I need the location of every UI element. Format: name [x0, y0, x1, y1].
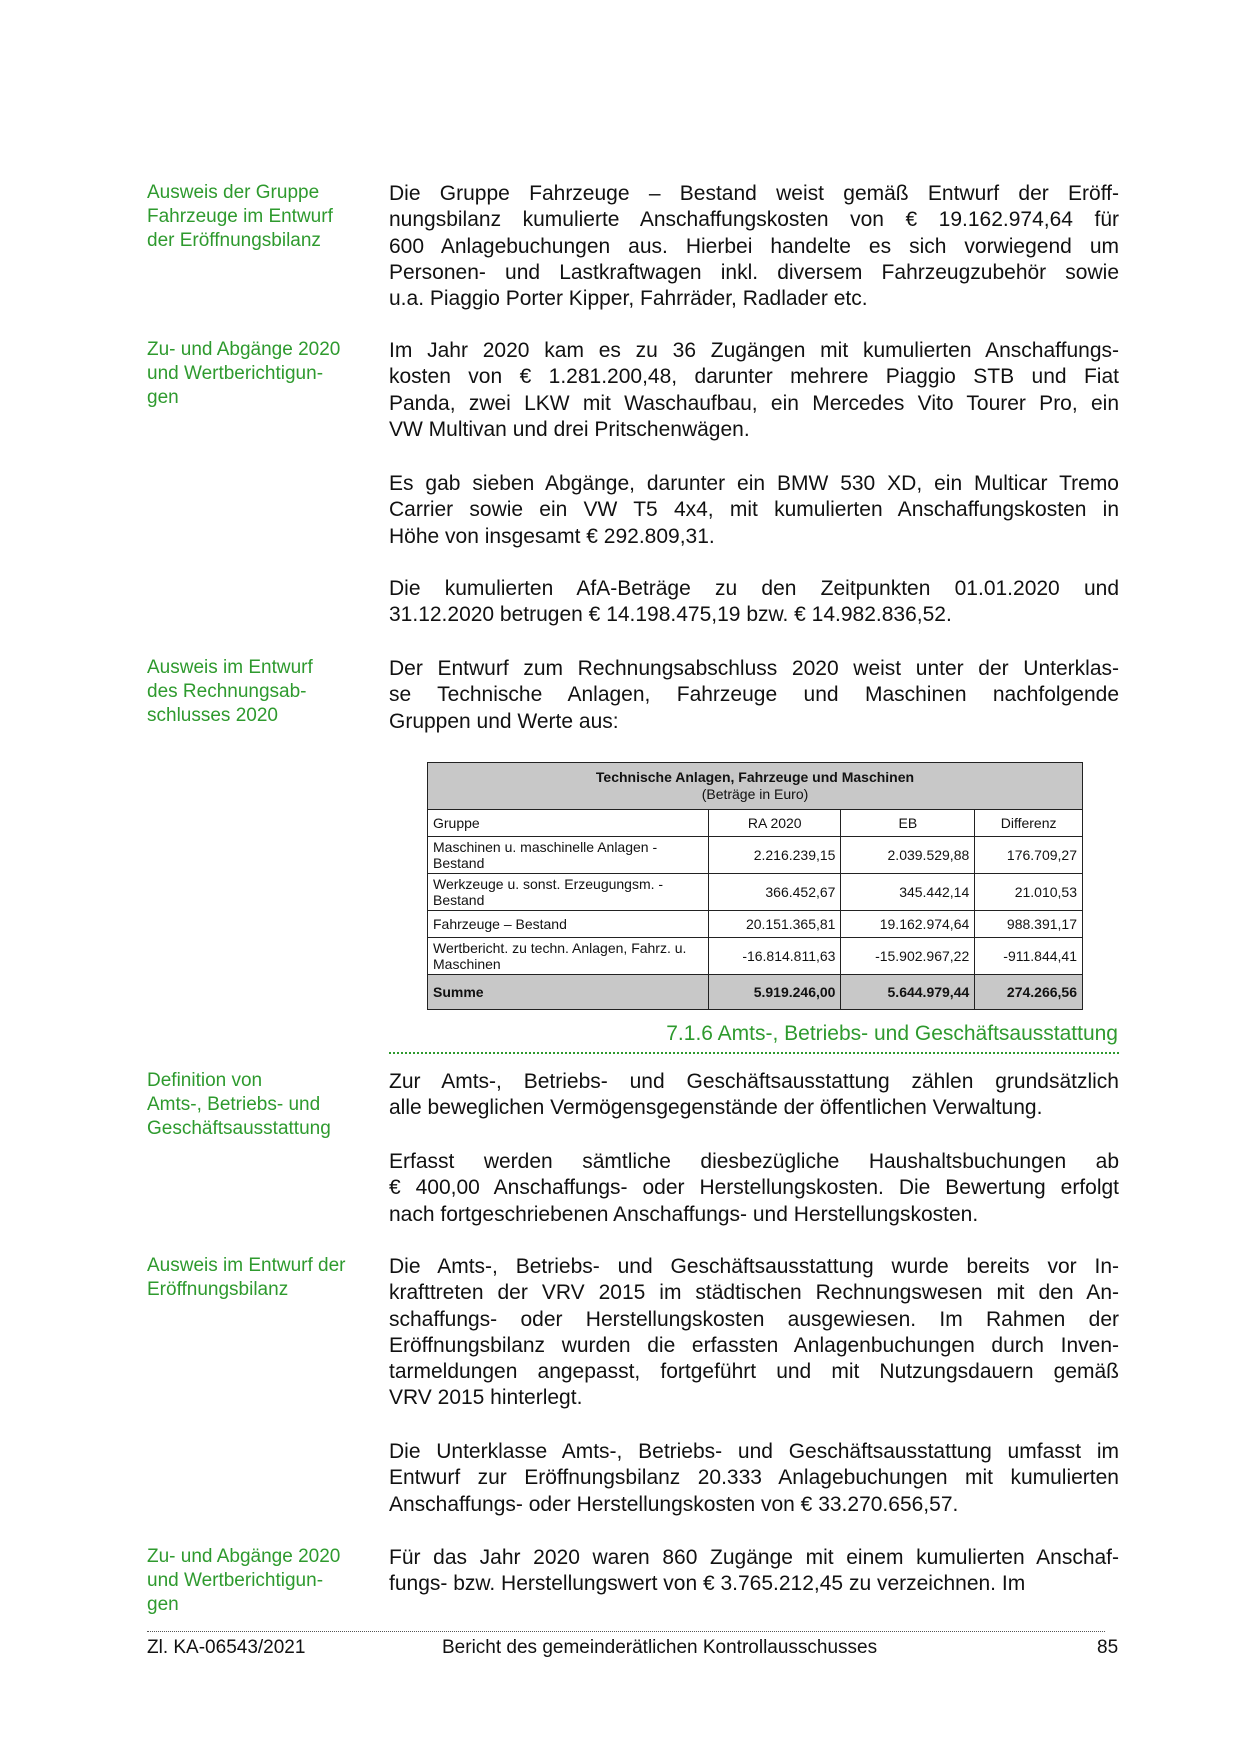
cell: -911.844,41 — [975, 938, 1083, 975]
cell: Werkzeuge u. sonst. Erzeugungsm. - Bestand — [428, 874, 709, 911]
margin-label-line: Zu- und Abgänge 2020 — [147, 339, 341, 360]
body-paragraph — [389, 181, 1119, 312]
paragraph-line: VW Multivan und drei Pritschenwägen. — [389, 417, 750, 441]
cell: Summe — [428, 975, 709, 1010]
margin-label — [147, 338, 377, 410]
cell: 366.452,67 — [709, 874, 841, 911]
cell: 2.216.239,15 — [709, 837, 841, 874]
margin-label-line: Fahrzeuge im Entwurf — [147, 206, 333, 227]
body-paragraph — [389, 338, 1119, 443]
margin-label-line: der Eröffnungsbilanz — [147, 230, 321, 251]
paragraph-line: Im Jahr 2020 kam es zu 36 Zugängen mit kumulierten Anschaffungs- — [389, 339, 1119, 362]
cell: Maschinen u. maschinelle Anlagen - Bestand — [428, 837, 709, 874]
paragraph-line: Eröffnungsbilanz wurden die erfassten Anlagenbuchungen durch Inven- — [389, 1333, 1119, 1357]
paragraph-line: Personen- und Lastkraftwagen inkl. diversem Fahrzeugzubehör sowie — [389, 260, 1119, 284]
col-header: EB — [841, 810, 975, 837]
paragraph-line: Es gab sieben Abgänge, darunter ein BMW 530 XD, ein Multicar Tremo — [389, 472, 1119, 495]
margin-label-line: Eröffnungsbilanz — [147, 1279, 289, 1300]
paragraph-line: Zur Amts-, Betriebs- und Geschäftsausstattung zählen grundsätzlich — [389, 1070, 1119, 1093]
cell: -16.814.811,63 — [709, 938, 841, 975]
table-sum-row — [428, 975, 1083, 1010]
paragraph-line: tarmeldungen angepasst, fortgeführt und mit Nutzungsdauern gemäß — [389, 1360, 1119, 1384]
table-subtitle: (Beträge in Euro) — [701, 786, 809, 802]
table-title: Technische Anlagen, Fahrzeuge und Maschinen — [595, 769, 915, 785]
margin-label-line: gen — [147, 1594, 179, 1615]
margin-label-line: und Wertberichtigun- — [147, 1570, 324, 1591]
margin-label-line: des Rechnungsab- — [147, 681, 307, 702]
cell: 176.709,27 — [975, 837, 1083, 874]
paragraph-line: Anschaffungs- oder Herstellungskosten von € 33.270.656,57. — [389, 1492, 959, 1516]
footer-divider — [147, 1631, 1105, 1632]
margin-label-line: Definition von — [147, 1070, 263, 1091]
paragraph-line: Die Gruppe Fahrzeuge – Bestand weist gemäß Entwurf der Eröff- — [389, 182, 1119, 205]
table-row — [428, 911, 1083, 938]
paragraph-line: Erfasst werden sämtliche diesbezügliche Haushaltsbuchungen ab — [389, 1150, 1119, 1173]
margin-label-line: gen — [147, 387, 179, 408]
paragraph-line: Die Amts-, Betriebs- und Geschäftsausstattung wurde bereits vor In- — [389, 1255, 1119, 1278]
paragraph-line: Gruppen und Werte aus: — [389, 709, 619, 733]
paragraph-line: fungs- bzw. Herstellungswert von € 3.765.212,45 zu verzeichnen. Im — [389, 1572, 1026, 1596]
paragraph-line: krafttreten der VRV 2015 im städtischen Rechnungswesen mit den An- — [389, 1281, 1119, 1305]
paragraph-line: € 400,00 Anschaffungs- oder Herstellungskosten. Die Bewertung erfolgt — [389, 1176, 1119, 1200]
paragraph-line: Höhe von insgesamt € 292.809,31. — [389, 524, 715, 548]
paragraph-line: Der Entwurf zum Rechnungsabschluss 2020 weist unter der Unterklas- — [389, 657, 1119, 680]
margin-label — [147, 181, 377, 253]
paragraph-line: kosten von € 1.281.200,48, darunter mehrere Piaggio STB und Fiat — [389, 365, 1119, 389]
margin-label-line: Ausweis im Entwurf — [147, 657, 313, 678]
body-paragraph — [389, 1069, 1119, 1122]
paragraph-line: Panda, zwei LKW mit Waschaufbau, ein Mercedes Vito Tourer Pro, ein — [389, 391, 1119, 415]
margin-label-line: Amts-, Betriebs- und — [147, 1094, 321, 1115]
col-header: RA 2020 — [709, 810, 841, 837]
footer-title: Bericht des gemeinderätlichen Kontrollausschusses — [442, 1637, 878, 1658]
section-heading: 7.1.6 Amts-, Betriebs- und Geschäftsausstattung — [666, 1022, 1118, 1045]
paragraph-line: nungsbilanz kumulierte Anschaffungskosten von € 19.162.974,64 für — [389, 208, 1119, 232]
paragraph-line: nach fortgeschriebenen Anschaffungs- und Herstellungskosten. — [389, 1202, 979, 1226]
margin-label-line: Zu- und Abgänge 2020 — [147, 1546, 341, 1567]
paragraph-line: Die kumulierten AfA-Beträge zu den Zeitpunkten 01.01.2020 und — [389, 577, 1119, 600]
body-paragraph — [389, 1149, 1119, 1228]
margin-label — [147, 1069, 377, 1141]
cell: 988.391,17 — [975, 911, 1083, 938]
cell: 274.266,56 — [975, 975, 1083, 1010]
paragraph-line: Carrier sowie ein VW T5 4x4, mit kumulierten Anschaffungskosten in — [389, 498, 1119, 522]
paragraph-line: Entwurf zur Eröffnungsbilanz 20.333 Anlagebuchungen mit kumulierten — [389, 1466, 1119, 1490]
cell: 21.010,53 — [975, 874, 1083, 911]
margin-label — [147, 1545, 377, 1617]
table-caption — [428, 763, 1083, 810]
cell: 2.039.529,88 — [841, 837, 975, 874]
col-header: Differenz — [975, 810, 1083, 837]
paragraph-line: alle beweglichen Vermögensgegenstände der öffentlichen Verwaltung. — [389, 1096, 1043, 1120]
cell: 345.442,14 — [841, 874, 975, 911]
body-paragraph — [389, 1254, 1119, 1412]
body-paragraph — [389, 471, 1119, 550]
table-row — [428, 938, 1083, 975]
body-paragraph — [389, 656, 1119, 735]
cell: 19.162.974,64 — [841, 911, 975, 938]
margin-label-line: und Wertberichtigun- — [147, 363, 324, 384]
paragraph-line: Für das Jahr 2020 waren 860 Zugänge mit einem kumulierten Anschaf- — [389, 1546, 1119, 1569]
paragraph-line: schaffungs- oder Herstellungskosten ausgewiesen. Im Rahmen der — [389, 1307, 1119, 1331]
table-header-row — [428, 810, 1083, 837]
body-paragraph — [389, 1439, 1119, 1518]
col-header: Gruppe — [428, 810, 709, 837]
margin-label-line: Ausweis der Gruppe — [147, 182, 320, 203]
margin-label-line: Ausweis im Entwurf der — [147, 1255, 346, 1276]
cell: -15.902.967,22 — [841, 938, 975, 975]
page-number: 85 — [1097, 1637, 1119, 1658]
paragraph-line: u.a. Piaggio Porter Kipper, Fahrräder, Radlader etc. — [389, 287, 868, 311]
cell: 5.644.979,44 — [841, 975, 975, 1010]
paragraph-line: Die Unterklasse Amts-, Betriebs- und Geschäftsausstattung umfasst im — [389, 1440, 1119, 1463]
table-row — [428, 874, 1083, 911]
cell: Fahrzeuge – Bestand — [428, 911, 709, 938]
margin-label-line: Geschäftsausstattung — [147, 1118, 331, 1139]
body-paragraph — [389, 1545, 1119, 1598]
margin-label — [147, 1254, 377, 1302]
cell: 20.151.365,81 — [709, 911, 841, 938]
paragraph-line: se Technische Anlagen, Fahrzeuge und Maschinen nachfolgende — [389, 683, 1119, 707]
heading-divider — [389, 1052, 1119, 1054]
paragraph-line: 31.12.2020 betrugen € 14.198.475,19 bzw. € 14.982.836,52. — [389, 603, 952, 627]
assets-table — [427, 762, 1083, 1010]
paragraph-line: 600 Anlagebuchungen aus. Hierbei handelte es sich vorwiegend um — [389, 234, 1119, 258]
margin-label — [147, 656, 377, 728]
cell: 5.919.246,00 — [709, 975, 841, 1010]
footer-ref: Zl. KA-06543/2021 — [147, 1637, 306, 1658]
margin-label-line: schlusses 2020 — [147, 705, 278, 726]
cell: Wertbericht. zu techn. Anlagen, Fahrz. u. Maschinen — [428, 938, 709, 975]
body-paragraph — [389, 576, 1119, 629]
paragraph-line: VRV 2015 hinterlegt. — [389, 1386, 583, 1410]
table-row — [428, 837, 1083, 874]
